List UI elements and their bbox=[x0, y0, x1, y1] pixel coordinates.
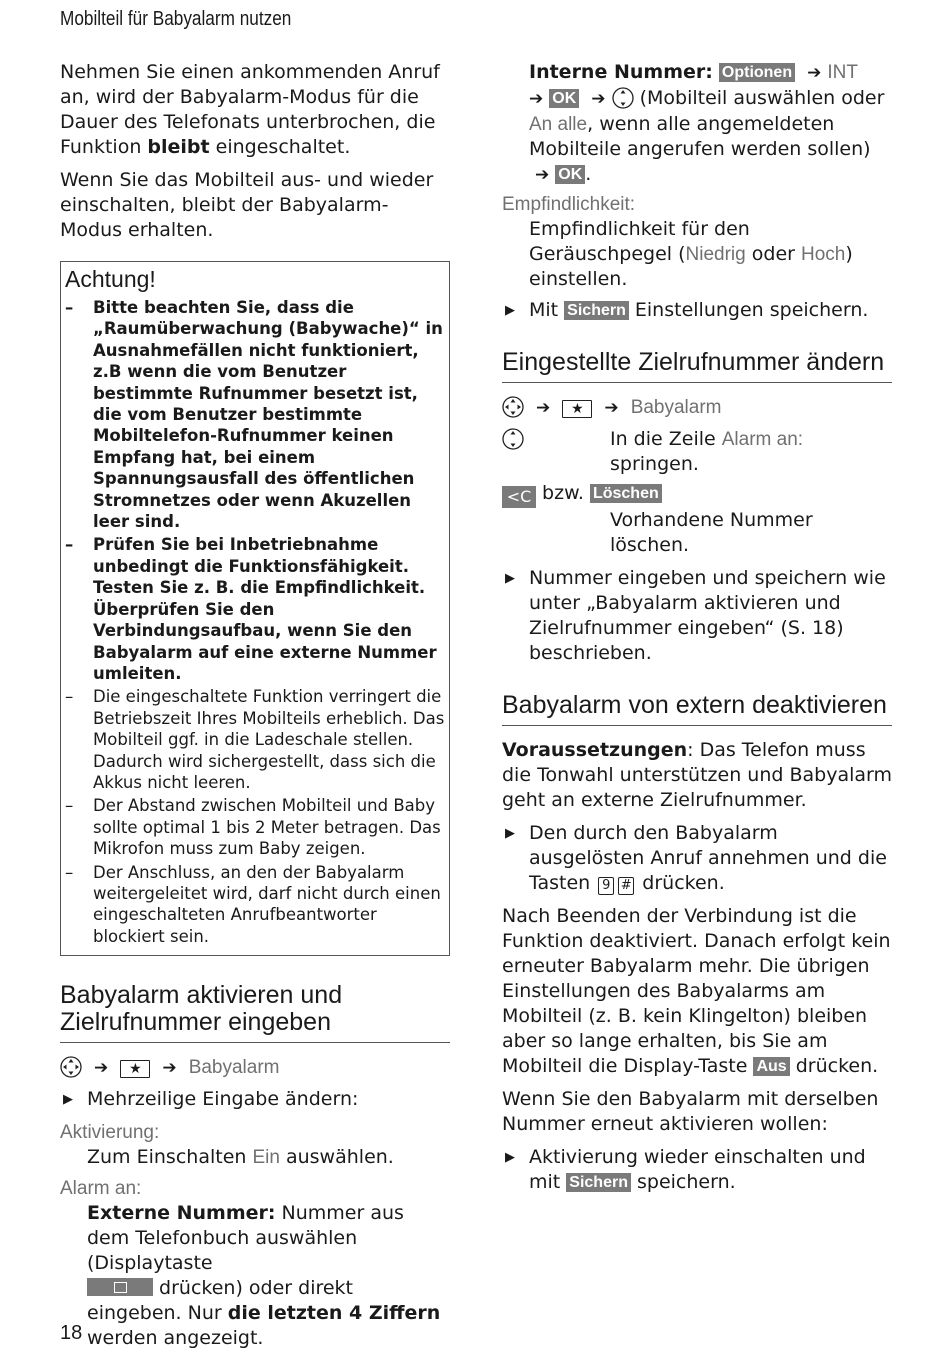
instruction-bullet: ▶ Den durch den Babyalarm ausgelösten Anruf annehmen und die Tasten 9 # drücken. bbox=[505, 822, 887, 894]
delete-keys: <C bzw. Löschen bbox=[502, 481, 892, 508]
triangle-bullet-icon: ▶ bbox=[505, 826, 515, 841]
star-key-icon: ★ bbox=[120, 1060, 150, 1078]
section-title-aktivieren: Babyalarm aktivieren und Zielrufnummer eingeben bbox=[60, 982, 450, 1043]
voraussetzungen-paragraph: Voraussetzungen: Das Telefon muss die Tonwahl unterstützen und Babyalarm geht an externe Zielrufnummer. bbox=[502, 739, 892, 811]
reactivate-paragraph: Wenn Sie den Babyalarm mit derselben Nummer erneut aktivieren wollen: bbox=[502, 1088, 879, 1135]
display-key-aus: Aus bbox=[753, 1057, 789, 1076]
warning-item: – Der Anschluss, an den der Babyalarm weitergeleitet wird, darf nicht durch einen eingeschalteten Anrufbeantworter blockiert sein. bbox=[65, 862, 441, 946]
field-label-alarm-an: Alarm an: bbox=[60, 1178, 142, 1200]
instruction-row: In die Zeile Alarm an: springen. bbox=[502, 427, 892, 477]
aktivierung-text: Zum Einschalten Ein auswählen. bbox=[87, 1146, 394, 1169]
triangle-bullet-icon: ▶ bbox=[63, 1092, 73, 1108]
triangle-bullet-icon: ▶ bbox=[505, 303, 515, 318]
navigation-key-icon bbox=[612, 87, 634, 109]
empfindlichkeit-text: Empfindlichkeit für den Geräuschpegel (Niedrig oder Hoch) einstellen. bbox=[529, 218, 853, 290]
instruction-bullet: ▶ Mit Sichern Einstellungen speichern. bbox=[505, 299, 869, 321]
warning-item: – Der Abstand zwischen Mobilteil und Baby sollte optimal 1 bis 2 Meter betragen. Das Mikrofon muss zum Baby zeigen. bbox=[65, 796, 441, 859]
menu-item-babyalarm: Babyalarm bbox=[188, 1057, 280, 1079]
display-key-sichern: Sichern bbox=[564, 301, 629, 320]
display-key-ok: OK bbox=[555, 165, 585, 184]
warning-item: – Die eingeschaltete Funktion verringert die Betriebszeit Ihres Mobilteils erheblich. Das Mobilteil ggf. in die Ladeschale stellen. Dadurch wird sichergestellt, dass sich die Akkus nicht leeren. bbox=[65, 687, 445, 792]
arrow-icon: ➔ bbox=[604, 398, 619, 418]
intro-paragraph-1: Nehmen Sie einen ankommenden Anruf an, wird der Babyalarm-Modus für die Dauer des Telefonats unterbrochen, die Funktion bleibt eingeschaltet. bbox=[60, 61, 440, 158]
key-9-icon: 9 bbox=[598, 877, 614, 895]
section-title-aendern: Eingestellte Zielrufnummer ändern bbox=[502, 349, 892, 383]
triangle-bullet-icon: ▶ bbox=[505, 1150, 515, 1165]
clear-key-icon: <C bbox=[502, 486, 536, 508]
page-number: 18 bbox=[60, 1322, 83, 1344]
star-key-icon: ★ bbox=[562, 400, 592, 418]
arrow-icon: ➔ bbox=[536, 398, 551, 418]
arrow-icon: ➔ bbox=[162, 1058, 177, 1079]
key-hash-icon: # bbox=[618, 877, 634, 895]
navigation-key-icon bbox=[502, 428, 524, 450]
arrow-icon: ➔ bbox=[94, 1058, 109, 1079]
deaktiviert-paragraph: Nach Beenden der Verbindung ist die Funktion deaktiviert. Danach erfolgt kein erneuter Babyalarm mehr. Die übrigen Einstellungen des Babyalarms am Mobilteil (z. B. kein Klingelton) bleiben aber so lange erhalten, bis Sie am Mobilteil die Display-Taste Aus drücken. bbox=[502, 905, 891, 1077]
right-column bbox=[502, 60, 892, 1203]
triangle-bullet-icon: ▶ bbox=[505, 571, 515, 586]
warning-item: – Bitte beachten Sie, dass die „Raumüberwachung (Babywache)“ in Ausnahmefällen nicht funktioniert, z.B wenn die vom Benutzer bestimmte Rufnummer besetzt ist, die vom Benutzer bestimmte Mobiltelefon-Rufnummer keinen Empfang hat, bei einem Spannungsausfall des öffentlichen Stromnetzes oder wenn Akuzellen leer sind. bbox=[65, 298, 443, 532]
section-title-deaktivieren: Babyalarm von extern deaktivieren bbox=[502, 692, 892, 726]
warning-item: – Prüfen Sie bei Inbetriebnahme unbedingt die Funktionsfähigkeit. Testen Sie z. B. die Empfindlichkeit. Überprüfen Sie den Verbindungsaufbau, wenn Sie den Babyalarm auf eine externe Nummer umleiten. bbox=[65, 535, 437, 683]
display-key-ok: OK bbox=[549, 89, 579, 108]
intern-text: Interne Nummer: Optionen ➔ INT ➔ OK ➔ (Mobilteil auswählen oder An alle, wenn alle angemeldeten Mobilteile angerufen werden sollen) ➔ OK . bbox=[529, 61, 885, 185]
field-label-aktivierung: Aktivierung: bbox=[60, 1122, 160, 1144]
intro-paragraph-2: Wenn Sie das Mobilteil aus- und wieder einschalten, bleibt der Babyalarm-Modus erhalten. bbox=[60, 169, 434, 241]
warning-box bbox=[60, 261, 450, 956]
left-column bbox=[60, 60, 450, 1357]
instruction-bullet: ▶ Mehrzeilige Eingabe ändern: bbox=[63, 1088, 359, 1111]
page-header: Mobilteil für Babyalarm nutzen bbox=[60, 8, 292, 30]
arrow-icon: ➔ bbox=[535, 165, 550, 185]
navigation-key-icon bbox=[60, 1056, 82, 1078]
warning-title: Achtung! bbox=[65, 266, 156, 292]
instruction-bullet: ▶ Aktivierung wieder einschalten und mit Sichern speichern. bbox=[505, 1146, 866, 1193]
navigation-key-icon bbox=[502, 396, 524, 418]
arrow-icon: ➔ bbox=[529, 89, 544, 109]
arrow-icon: ➔ bbox=[807, 63, 822, 83]
delete-description: Vorhandene Nummer löschen. bbox=[610, 509, 813, 556]
menu-item-babyalarm: Babyalarm bbox=[630, 397, 722, 418]
phonebook-icon bbox=[87, 1278, 153, 1296]
display-key-loeschen: Löschen bbox=[590, 484, 662, 503]
instruction-bullet: ▶ Nummer eingeben und speichern wie unter „Babyalarm aktivieren und Zielrufnummer eingeben“ (S. 18) beschrieben. bbox=[505, 567, 886, 664]
display-key-optionen: Optionen bbox=[719, 63, 795, 82]
menu-path bbox=[502, 395, 892, 421]
extern-text: Externe Nummer: Nummer aus dem Telefonbuch auswählen (Displaytaste drücken) oder direkt eingeben. Nur die letzten 4 Ziffern werden angezeigt. bbox=[87, 1202, 441, 1350]
menu-path bbox=[60, 1055, 450, 1081]
field-label-empfindlichkeit: Empfindlichkeit: bbox=[502, 194, 636, 215]
arrow-icon: ➔ bbox=[591, 89, 606, 109]
display-key-sichern: Sichern bbox=[566, 1173, 631, 1192]
